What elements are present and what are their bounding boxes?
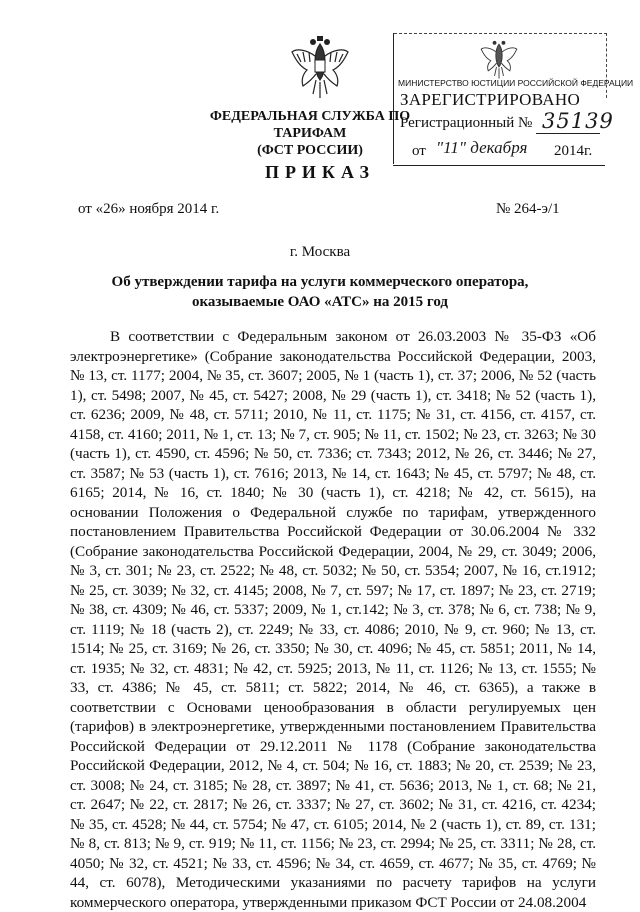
coat-of-arms-icon xyxy=(289,36,351,102)
stamp-ministry: МИНИСТЕРСТВО ЮСТИЦИИ РОССИЙСКОЙ ФЕДЕРАЦИИ xyxy=(398,78,634,88)
agency-name: ФЕДЕРАЛЬНАЯ СЛУЖБА ПО ТАРИФАМ xyxy=(209,109,411,141)
stamp-date-prefix: от xyxy=(412,143,426,159)
subject-line-1: Об утверждении тарифа на услуги коммерческого оператора, xyxy=(111,274,529,290)
stamp-reg-number-label: Регистрационный № xyxy=(400,115,533,131)
stamp-coat-of-arms-icon xyxy=(479,39,519,81)
document-city: г. Москва xyxy=(289,244,351,260)
stamp-date-handwritten: "11" декабря xyxy=(436,138,528,157)
stamp-reg-number: 35139 xyxy=(542,109,614,133)
document-number: № 264-э/1 xyxy=(496,201,560,217)
stamp-number-underline xyxy=(536,133,600,134)
agency-abbreviation: (ФСТ РОССИИ) xyxy=(257,143,363,158)
stamp-date-year: 2014г. xyxy=(554,143,593,159)
stamp-registered: ЗАРЕГИСТРИРОВАНО xyxy=(400,90,581,109)
subject-line-2: оказываемые ОАО «АТС» на 2015 год xyxy=(191,294,448,310)
document-subject xyxy=(80,272,560,312)
document-date: от «26» ноября 2014 г. xyxy=(78,201,220,217)
body-paragraph: В соответствии с Федеральным законом от 26.03.2003 № 35-ФЗ «Об электроэнергетике» (Собрание законодательства Российской Федерации, 2003, № 13, ст. 1177; 2004, № 35, ст. 3607; 2005, № 1 (часть 1), ст. 37; 2006, № 52 (часть 1), ст. 5498; 2007, № 45, ст. 5427; 2008, № 29 (часть 1), ст. 3418; № 52 (часть 1), ст. 6236; 2009, № 48, ст. 5711; 2010, № 11, ст. 1175; № 31, ст. 4156, ст. 4157, ст. 4158, ст. 4160; 2011, № 1, ст. 13; № 7, ст. 905; № 11, ст. 1502; № 23, ст. 3263; № 30 (часть 1), ст. 4590, ст. 4596; № 50, ст. 7336; ст. 7343; 2012, № 26, ст. 3446; № 27, ст. 3587; № 53 (часть 1), ст. 7616; 2013, № 14, ст. 1643; № 45, ст. 5797; № 48, ст. 6165; 2014, № 16, ст. 1840; № 30 (часть 1), ст. 4218; № 42, ст. 5615), на основании Положения о Федеральной службе по тарифам, утвержденного постановлением Правительства Российской Федерации от 30.06.2004 № 332 (Собрание законодательства Российской Федерации, 2004, № 29, ст. 3049; 2006, № 3, ст. 301; № 23, ст. 2522; № 48, ст. 5032; № 50, ст. 5354; 2007, № 16, ст.1912; № 25, ст. 3039; № 32, ст. 4145; 2008, № 7, ст. 597; № 17, ст. 1897; № 23, ст. 2719; № 38, ст. 4309; № 46, ст. 5337; 2009, № 1, ст.142; № 3, ст. 378; № 6, ст. 738; № 9, ст. 1119; № 18 (часть 2), ст. 2249; № 33, ст. 4086; 2010, № 9, ст. 960; № 13, ст. 1514; № 25, ст. 3169; № 26, ст. 3350; № 30, ст. 4096; № 45, ст. 5851; 2011, № 14, ст. 1935; № 32, ст. 4831; № 42, ст. 5925; 2013, № 11, ст. 1126; № 13, ст. 1555; № 33, ст. 4386; № 45, ст. 5811; ст. 5822; 2014, № 46, ст. 6365), а также в соответствии с Основами ценообразования в области регулируемых цен (тарифов) в электроэнергетике, утвержденными постановлением Правительства Российской Федерации от 29.12.2011 № 1178 (Собрание законодательства Российской Федерации, 2012, № 4, ст. 504; № 16, ст. 1883; № 20, ст. 2539; № 23, ст. 3008; № 24, ст. 3185; № 28, ст. 3897; № 41, ст. 5636; 2013, № 1, ст. 68; № 21, ст. 2647; № 22, ст. 2817; № 26, ст. 3337; № 27, ст. 3602; № 31, ст. 4216, ст. 4234; № 35, ст. 4528; № 44, ст. 5754; № 47, ст. 6105; 2014, № 2 (часть 1), ст. 89, ст. 131; № 8, ст. 813; № 9, ст. 919; № 11, ст. 1156; № 23, ст. 2994; № 25, ст. 3311; № 28, ст. 4050; № 32, ст. 4521; № 33, ст. 4596; № 34, ст. 4659, ст. 4677; № 35, ст. 4769; № 44, ст. 6078), Методическими указаниями по расчету тарифов на услуги коммерческого оператора, утвержденными приказом ФСТ России от 24.08.2004 xyxy=(70,328,596,911)
registration-stamp xyxy=(393,33,634,164)
document-body xyxy=(70,327,596,912)
document-title: ПРИКАЗ xyxy=(264,162,376,182)
